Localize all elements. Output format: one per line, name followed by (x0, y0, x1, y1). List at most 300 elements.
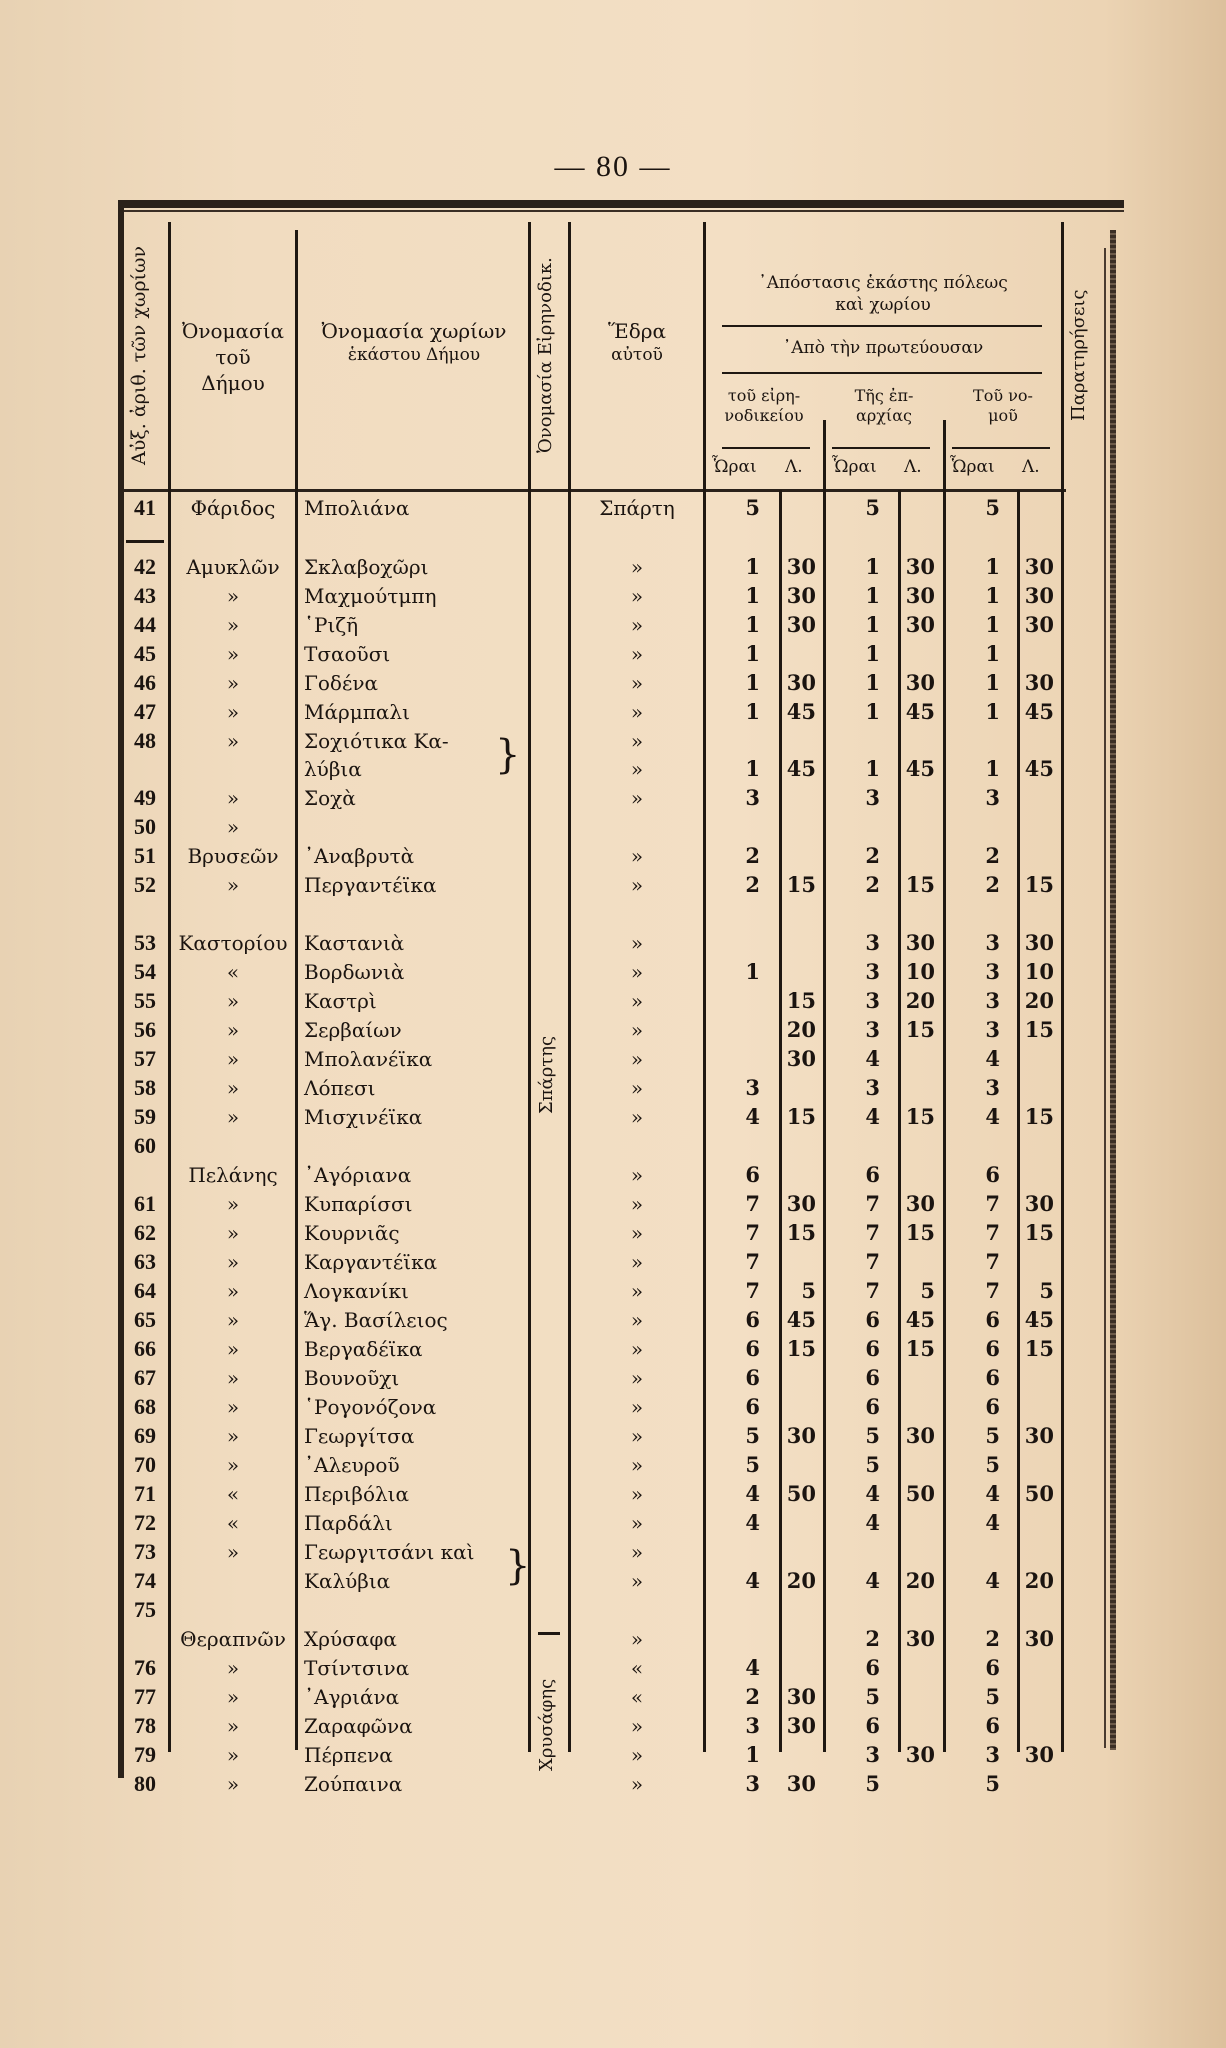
row-number: 74 (134, 1568, 156, 1593)
eparchia-hours: 7 (865, 1220, 880, 1245)
demos-name: » (226, 642, 240, 666)
col-rule (1061, 222, 1064, 1752)
row-number: 63 (134, 1249, 156, 1274)
eparchia-minutes: 30 (905, 583, 935, 608)
demos-name: Αμυκλῶν (186, 555, 280, 579)
seat-name: » (630, 584, 644, 608)
demos-name: » (226, 1714, 240, 1738)
village-name: ᾿Αγριάνα (304, 1685, 400, 1709)
nomos-hours: 6 (985, 1655, 1000, 1680)
nomos-hours: 2 (985, 1626, 1000, 1651)
eirinodikeio-minutes: 15 (786, 1336, 816, 1361)
nomos-minutes: 15 (1024, 1336, 1054, 1361)
eirinodikeio-minutes: 20 (786, 1568, 816, 1593)
eirinodikeio-hours: 6 (745, 1394, 760, 1419)
eirinodikeio-hours: 1 (745, 641, 760, 666)
seat-name: » (630, 757, 644, 781)
eirinodikeio-hours: 5 (745, 1452, 760, 1477)
nomos-hours: 1 (985, 612, 1000, 637)
seat-name: » (630, 1424, 644, 1448)
nomos-hours: 1 (985, 699, 1000, 724)
eirinodikeio-minutes: 50 (786, 1481, 816, 1506)
nomos-hours: 1 (985, 670, 1000, 695)
nomos-minutes: 45 (1024, 756, 1054, 781)
right-border-thin-rule (1104, 248, 1106, 1748)
demos-name: » (226, 873, 240, 897)
row-number: 77 (134, 1684, 156, 1709)
header-bottom-rule (118, 489, 1066, 492)
row-separator-dash (126, 540, 164, 543)
seat-name: » (630, 555, 644, 579)
village-name: Χρύσαφα (304, 1627, 397, 1651)
eirinodikeio-minutes: 30 (786, 1771, 816, 1796)
village-name: Ζούπαινα (304, 1772, 403, 1796)
eparchia-hours: 6 (865, 1365, 880, 1390)
village-name: Σοχιότικα Κα- (304, 729, 449, 753)
header-rule (722, 372, 1042, 374)
nomos-minutes: 30 (1024, 1423, 1054, 1448)
nomos-hours: 2 (985, 872, 1000, 897)
header-seat-line: αὐτοῦ (611, 345, 663, 365)
demos-name: Βρυσεῶν (187, 844, 279, 868)
seat-name: » (630, 1018, 644, 1042)
eirinodikeio-hours: 4 (745, 1481, 760, 1506)
eirinodikeio-hours: 1 (745, 1742, 760, 1767)
nomos-minutes: 30 (1024, 1626, 1054, 1651)
seat-name: » (630, 1192, 644, 1216)
eparchia-minutes: 10 (905, 959, 935, 984)
eirinodikeio-hours: 1 (745, 699, 760, 724)
eirinodikeio-minutes: 45 (786, 1307, 816, 1332)
eirinodikeio-hours: 3 (745, 785, 760, 810)
demos-name: Φάριδος (190, 496, 276, 520)
seat-name: » (630, 1453, 644, 1477)
eirinodikeio-minutes: 15 (786, 1220, 816, 1245)
seat-name: « (630, 1685, 644, 1709)
nomos-hours: 3 (985, 959, 1000, 984)
village-name: Ζαραφῶνα (304, 1714, 413, 1738)
village-name: Μπολανέϊκα (304, 1047, 433, 1071)
header-villages-line: Ὀνομασία χωρίων (321, 319, 507, 343)
nomos-minutes: 5 (1039, 1278, 1054, 1303)
seat-name: « (630, 1656, 644, 1680)
demos-name: » (226, 1540, 240, 1564)
demos-name: » (226, 700, 240, 724)
demos-name: » (226, 1105, 240, 1129)
nomos-hours: 4 (985, 1104, 1000, 1129)
seat-name: » (630, 1366, 644, 1390)
nomos-hours: 5 (985, 1423, 1000, 1448)
seat-name: » (630, 1076, 644, 1100)
header-demos-line: Δήμου (201, 371, 265, 395)
village-name: Κουρνιᾶς (304, 1221, 400, 1245)
eparchia-hours: 1 (865, 554, 880, 579)
seat-name: Σπάρτη (599, 496, 675, 520)
eirinodikeio-minutes: 30 (786, 1713, 816, 1738)
nomos-minutes: 30 (1024, 1191, 1054, 1216)
seat-name: » (630, 1395, 644, 1419)
row-number: 46 (134, 670, 156, 695)
header-hours-label: Ὧραι (832, 457, 877, 477)
eirinodikeio-minutes: 30 (786, 554, 816, 579)
eirinodikeio-hours: 1 (745, 554, 760, 579)
village-name: Βουνοῦχι (304, 1366, 400, 1390)
header-demos-line: Ὀνομασία (181, 319, 285, 343)
eparchia-hours: 2 (865, 1626, 880, 1651)
seat-name: » (630, 1627, 644, 1651)
eparchia-hours: 7 (865, 1249, 880, 1274)
row-number: 59 (134, 1104, 156, 1129)
eparchia-hours: 2 (865, 843, 880, 868)
eirinodikeio-hours: 3 (745, 1771, 760, 1796)
nomos-minutes: 30 (1024, 670, 1054, 695)
eirinodikeio-minutes: 30 (786, 1046, 816, 1071)
eparchia-hours: 3 (865, 959, 880, 984)
header-sub-line: μοῦ (988, 406, 1018, 425)
row-number: 62 (134, 1220, 156, 1245)
village-name: Λόπεσι (304, 1076, 376, 1100)
eirinodikeio-hours: 4 (745, 1568, 760, 1593)
village-name: Καργαντέϊκα (304, 1250, 438, 1274)
nomos-hours: 4 (985, 1510, 1000, 1535)
header-remarks: Παρατηρήσεις (1068, 289, 1089, 421)
row-number: 45 (134, 641, 156, 666)
demos-name: » (226, 1424, 240, 1448)
village-name: Καστρὶ (304, 989, 377, 1013)
nomos-hours: 7 (985, 1278, 1000, 1303)
demos-name: » (226, 786, 240, 810)
seat-name: » (630, 1511, 644, 1535)
eparchia-hours: 4 (865, 1568, 880, 1593)
eirinodikeio-hours: 7 (745, 1278, 760, 1303)
village-name: ᾿Αγόριανα (304, 1163, 412, 1187)
row-number: 52 (134, 872, 156, 897)
eirinodikeio-minutes: 45 (786, 699, 816, 724)
row-number: 78 (134, 1713, 156, 1738)
village-name: ᾿Αλευροῦ (304, 1453, 400, 1477)
demos-name: « (226, 960, 240, 984)
village-name: ῾Ριζῆ (304, 613, 359, 637)
demos-name: » (226, 1018, 240, 1042)
nomos-minutes: 15 (1024, 1017, 1054, 1042)
row-number: 56 (134, 1017, 156, 1042)
demos-name: » (226, 1337, 240, 1361)
nomos-hours: 2 (985, 843, 1000, 868)
demos-name: » (226, 989, 240, 1013)
seat-name: » (630, 1482, 644, 1506)
eparchia-minutes: 30 (905, 930, 935, 955)
seat-name: » (630, 844, 644, 868)
header-distance-subtitle: ᾿Απὸ τὴν πρωτεύουσαν (782, 338, 984, 358)
nomos-hours: 7 (985, 1249, 1000, 1274)
eparchia-hours: 5 (865, 495, 880, 520)
village-name: Καλύβια (304, 1569, 391, 1593)
eirinodikeio-hours: 6 (745, 1336, 760, 1361)
eparchia-hours: 6 (865, 1162, 880, 1187)
village-name: Βεργαδέϊκα (304, 1337, 423, 1361)
demos-name: » (226, 1685, 240, 1709)
eparchia-minutes: 45 (905, 756, 935, 781)
seat-name: » (630, 1308, 644, 1332)
row-number: 57 (134, 1046, 156, 1071)
nomos-minutes: 15 (1024, 1104, 1054, 1129)
eparchia-hours: 3 (865, 1742, 880, 1767)
header-rule (952, 447, 1050, 449)
village-name: Περιβόλια (304, 1482, 410, 1506)
nomos-hours: 5 (985, 1452, 1000, 1477)
header-seat (572, 318, 702, 366)
eparchia-hours: 6 (865, 1336, 880, 1361)
eirinodikeio-minutes: 30 (786, 583, 816, 608)
eparchia-hours: 3 (865, 785, 880, 810)
nomos-hours: 6 (985, 1162, 1000, 1187)
eirinodikeio-hours: 3 (745, 1713, 760, 1738)
eirinodikeio-hours: 4 (745, 1655, 760, 1680)
nomos-minutes: 30 (1024, 1742, 1054, 1767)
nomos-hours: 5 (985, 1771, 1000, 1796)
eparchia-hours: 3 (865, 988, 880, 1013)
eparchia-minutes: 30 (905, 1742, 935, 1767)
header-rule (722, 325, 1042, 327)
nomos-hours: 3 (985, 930, 1000, 955)
demos-name: » (226, 1279, 240, 1303)
eirinodikeio-hours: 1 (745, 612, 760, 637)
header-demos (172, 318, 294, 396)
eirinodikeio-hours: 1 (745, 959, 760, 984)
row-number: 69 (134, 1423, 156, 1448)
eirinodikeio-hours: 6 (745, 1307, 760, 1332)
seat-name: » (630, 1279, 644, 1303)
demos-name: » (226, 1047, 240, 1071)
eparchia-hours: 7 (865, 1191, 880, 1216)
village-name: ᾿Αναβρυτὰ (304, 844, 415, 868)
eparchia-hours: 4 (865, 1104, 880, 1129)
header-distance-line: καὶ χωρίου (835, 295, 931, 315)
eparchia-hours: 5 (865, 1684, 880, 1709)
header-hours-label: Ὧραι (712, 457, 757, 477)
eirinodikeio-hours: 7 (745, 1249, 760, 1274)
eirinodikeio-minutes: 30 (786, 1684, 816, 1709)
nomos-hours: 3 (985, 785, 1000, 810)
eparchia-hours: 6 (865, 1394, 880, 1419)
row-number: 48 (134, 728, 156, 753)
eparchia-hours: 1 (865, 670, 880, 695)
eparchia-minutes: 20 (905, 1568, 935, 1593)
nomos-minutes: 50 (1024, 1481, 1054, 1506)
row-number: 60 (134, 1133, 156, 1158)
seat-name: » (630, 1221, 644, 1245)
village-name: Τσαοῦσι (304, 642, 391, 666)
seat-name: » (630, 989, 644, 1013)
row-number: 65 (134, 1307, 156, 1332)
eirinodikeio-hours: 5 (745, 495, 760, 520)
row-number: 53 (134, 930, 156, 955)
eparchia-hours: 1 (865, 583, 880, 608)
eparchia-hours: 3 (865, 1075, 880, 1100)
nomos-hours: 3 (985, 1742, 1000, 1767)
demos-name: » (226, 1076, 240, 1100)
eparchia-minutes: 20 (905, 988, 935, 1013)
nomos-hours: 4 (985, 1481, 1000, 1506)
header-sub-line: νοδικείου (724, 406, 804, 425)
eirinodikeio-hours: 6 (745, 1365, 760, 1390)
row-number: 42 (134, 554, 156, 579)
village-name: ῾Ρογονόζονα (304, 1395, 437, 1419)
eirinodikeio-group-label: Χρυσάφης (536, 1678, 557, 1772)
nomos-hours: 1 (985, 641, 1000, 666)
header-sub-eirinodikeio (706, 386, 822, 426)
row-number: 58 (134, 1075, 156, 1100)
demos-name: » (226, 1366, 240, 1390)
right-border-rule (1110, 230, 1116, 1750)
village-name: Γεωργίτσα (304, 1424, 415, 1448)
row-number: 41 (134, 495, 156, 520)
eirinodikeio-hours: 2 (745, 1684, 760, 1709)
village-name: Μπολιάνα (304, 496, 410, 520)
nomos-minutes: 20 (1024, 1568, 1054, 1593)
village-name: Περγαντέϊκα (304, 873, 437, 897)
page-number: — 80 — (554, 150, 672, 183)
demos-name: « (226, 1511, 240, 1535)
eparchia-hours: 2 (865, 872, 880, 897)
seat-name: » (630, 642, 644, 666)
demos-name: » (226, 1772, 240, 1796)
eparchia-hours: 4 (865, 1046, 880, 1071)
row-number: 79 (134, 1742, 156, 1767)
eparchia-hours: 1 (865, 699, 880, 724)
group-separator-dash (538, 1632, 560, 1635)
header-sub-line: τοῦ εἰρη- (727, 386, 801, 405)
row-number: 49 (134, 785, 156, 810)
eirinodikeio-minutes: 30 (786, 612, 816, 637)
eparchia-hours: 6 (865, 1655, 880, 1680)
header-villages (300, 318, 528, 366)
brace-mark: } (505, 1543, 531, 1589)
nomos-hours: 1 (985, 554, 1000, 579)
header-minutes-label: Λ. (904, 457, 922, 477)
row-number: 47 (134, 699, 156, 724)
seat-name: » (630, 1772, 644, 1796)
eirinodikeio-hours: 7 (745, 1220, 760, 1245)
eirinodikeio-minutes: 30 (786, 1191, 816, 1216)
row-number: 70 (134, 1452, 156, 1477)
seat-name: » (630, 671, 644, 695)
eirinodikeio-minutes: 15 (786, 988, 816, 1013)
demos-name: Θεραπνῶν (180, 1627, 286, 1651)
eparchia-hours: 5 (865, 1771, 880, 1796)
eparchia-hours: 4 (865, 1481, 880, 1506)
village-name: Μισχινέϊκα (304, 1105, 423, 1129)
eirinodikeio-group-label: Σπάρτης (536, 1035, 557, 1115)
village-name: Ἅγ. Βασίλειος (304, 1308, 448, 1332)
row-number: 44 (134, 612, 156, 637)
seat-name: » (630, 1569, 644, 1593)
village-name: Σοχὰ (304, 786, 356, 810)
nomos-hours: 1 (985, 583, 1000, 608)
eparchia-minutes: 30 (905, 554, 935, 579)
seat-name: » (630, 1714, 644, 1738)
row-number: 68 (134, 1394, 156, 1419)
eirinodikeio-hours: 2 (745, 843, 760, 868)
row-number: 75 (134, 1597, 156, 1622)
eparchia-minutes: 5 (920, 1278, 935, 1303)
top-rule-thin (118, 210, 1124, 212)
header-seat-line: Ἕδρα (608, 319, 666, 343)
row-number: 71 (134, 1481, 156, 1506)
seat-name: » (630, 613, 644, 637)
nomos-minutes: 45 (1024, 1307, 1054, 1332)
eparchia-hours: 6 (865, 1307, 880, 1332)
village-name: Σκλαβοχῶρι (304, 555, 429, 579)
row-number: 43 (134, 583, 156, 608)
eparchia-minutes: 30 (905, 612, 935, 637)
eparchia-hours: 4 (865, 1510, 880, 1535)
nomos-hours: 6 (985, 1713, 1000, 1738)
header-sub-line: αρχίας (856, 406, 912, 425)
row-number: 73 (134, 1539, 156, 1564)
demos-name: » (226, 1656, 240, 1680)
row-number: 50 (134, 814, 156, 839)
nomos-hours: 3 (985, 988, 1000, 1013)
eparchia-minutes: 45 (905, 1307, 935, 1332)
row-number: 64 (134, 1278, 156, 1303)
village-name: Παρδάλι (304, 1511, 393, 1535)
header-sub-nomos (946, 386, 1060, 426)
seat-name: » (630, 700, 644, 724)
eparchia-hours: 6 (865, 1713, 880, 1738)
eirinodikeio-hours: 4 (745, 1104, 760, 1129)
header-sub-eparchia (826, 386, 942, 426)
eparchia-minutes: 30 (905, 670, 935, 695)
row-number: 67 (134, 1365, 156, 1390)
eparchia-hours: 3 (865, 1017, 880, 1042)
eirinodikeio-hours: 2 (745, 872, 760, 897)
eirinodikeio-hours: 1 (745, 756, 760, 781)
header-minutes-label: Λ. (1022, 457, 1040, 477)
demos-name: » (226, 613, 240, 637)
village-name: λύβια (304, 757, 362, 781)
seat-name: » (630, 1743, 644, 1767)
header-sub-line: Τῆς ἐπ- (854, 386, 914, 405)
seat-name: » (630, 960, 644, 984)
header-hours-label: Ὧραι (950, 457, 995, 477)
nomos-minutes: 30 (1024, 583, 1054, 608)
header-rule (832, 447, 930, 449)
eparchia-hours: 5 (865, 1423, 880, 1448)
seat-name: » (630, 1105, 644, 1129)
seat-name: » (630, 1540, 644, 1564)
eparchia-hours: 1 (865, 641, 880, 666)
row-number: 61 (134, 1191, 156, 1216)
village-name: Μαχμούτμπη (304, 584, 437, 608)
top-rule (118, 200, 1124, 208)
demos-name: » (226, 815, 240, 839)
demos-name: Καστορίου (178, 931, 288, 955)
eirinodikeio-minutes: 45 (786, 756, 816, 781)
seat-name: » (630, 931, 644, 955)
eparchia-hours: 3 (865, 930, 880, 955)
nomos-minutes: 30 (1024, 612, 1054, 637)
demos-name: » (226, 1453, 240, 1477)
eirinodikeio-hours: 7 (745, 1191, 760, 1216)
eparchia-minutes: 15 (905, 1220, 935, 1245)
header-distance-line: ᾿Απόστασις ἑκάστης πόλεως (758, 273, 1008, 293)
nomos-hours: 5 (985, 495, 1000, 520)
nomos-hours: 6 (985, 1336, 1000, 1361)
nomos-hours: 7 (985, 1191, 1000, 1216)
nomos-hours: 5 (985, 1684, 1000, 1709)
village-name: Βορδωνιὰ (304, 960, 405, 984)
